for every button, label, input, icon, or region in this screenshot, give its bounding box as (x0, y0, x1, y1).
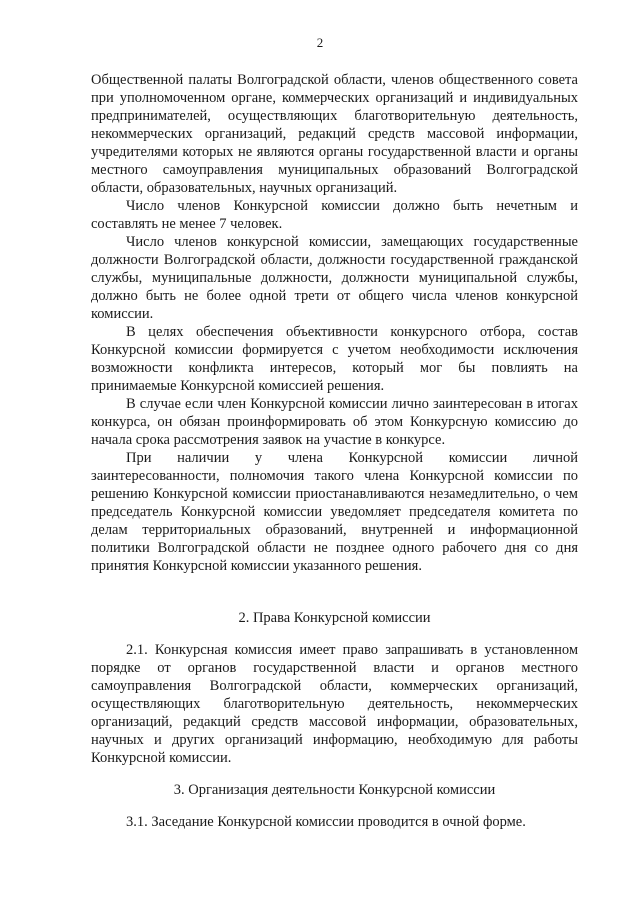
paragraph-suspension: При наличии у члена Конкурсной комиссии личной заинтересованности, полномочия такого члена Конкурсной комиссии по решению Конкурсной комиссии приостанавливаются незамедлительно, о чем председатель Конкурсной комиссии уведомляет председателя комитета по делам территориальных образований, внутренней и информационной политики Волгоградской области не позднее одного рабочего дня со дня принятия Конкурсной комиссии указанного решения. (91, 450, 578, 574)
spacer (91, 575, 578, 609)
spacer (91, 627, 578, 641)
section-2-paragraph: 2.1. Конкурсная комиссия имеет право запрашивать в установленном порядке от органов государственной власти и органов местного самоуправления Волгоградской области, коммерческих организаций, осуществляющих благотворительную деятельность, некоммерческих организаций, редакций средств массовой информации, образовательных, научных и других организаций информацию, необходимую для работы Конкурсной комиссии. (91, 642, 578, 766)
paragraph-member-count: Число членов Конкурсной комиссии должно быть нечетным и составлять не менее 7 человек. (91, 198, 578, 232)
paragraph-state-officials-share: Число членов конкурсной комиссии, замещающих государственные должности Волгоградской области, должности государственной гражданской службы, муниципальные должности, должности муниципальной службы, должно быть не более одной трети от общего числа членов конкурсной комиссии. (91, 234, 578, 322)
page-number: 2 (316, 35, 324, 50)
paragraph-personal-interest: В случае если член Конкурсной комиссии лично заинтересован в итогах конкурса, он обязан проинформировать об этом Конкурсную комиссию до начала срока рассмотрения заявок на участие в конкурсе. (91, 396, 578, 448)
paragraph-continuation: Общественной палаты Волгоградской области, членов общественного совета при уполномоченном органе, коммерческих организаций и индивидуальных предпринимателей, осуществляющих благотворительную деятельность, некоммерческих организаций, редакций средств массовой информации, учредителями которых не являются органы государственной власти и органы местного самоуправления муниципальных образований Волгоградской области, образовательных, научных организаций. (91, 72, 578, 196)
document-body (91, 71, 578, 831)
section-2-heading: 2. Права Конкурсной комиссии (238, 610, 431, 626)
section-3-heading: 3. Организация деятельности Конкурсной комиссии (173, 782, 496, 798)
section-3-paragraph: 3.1. Заседание Конкурсной комиссии проводится в очной форме. (126, 814, 526, 830)
spacer (91, 767, 578, 781)
spacer (91, 799, 578, 813)
paragraph-objectivity: В целях обеспечения объективности конкурсного отбора, состав Конкурсной комиссии формируется с учетом необходимости исключения возможности конфликта интересов, который мог бы повлиять на принимаемые Конкурсной комиссией решения. (91, 324, 578, 394)
